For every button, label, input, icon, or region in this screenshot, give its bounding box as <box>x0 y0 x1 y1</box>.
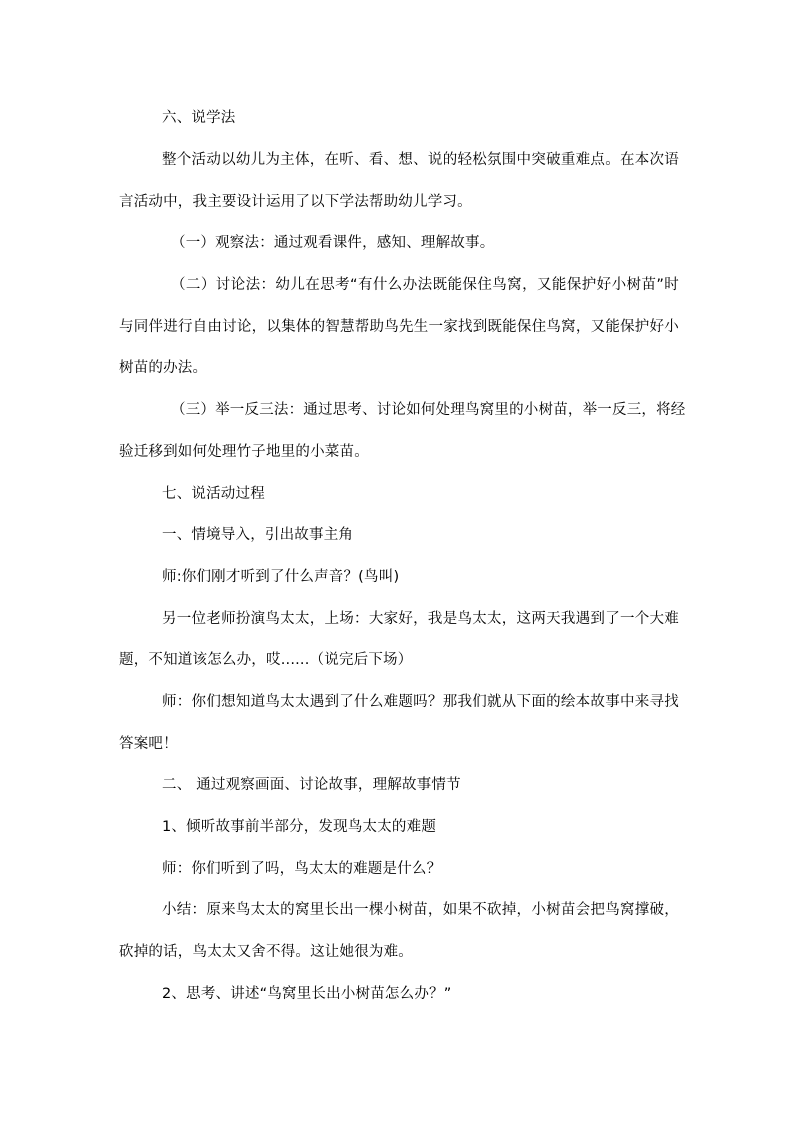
paragraph-line: 砍掉的话，鸟太太又舍不得。这让她很为难。 <box>119 944 413 960</box>
subheading: 一、情境导入，引出故事主角 <box>162 527 354 543</box>
paragraph-line: （一）观察法：通过观看课件，感知、理解故事。 <box>171 235 495 251</box>
paragraph-line: 师：你们想知道鸟太太遇到了什么难题吗？那我们就从下面的绘本故事中来寻找 <box>162 694 679 710</box>
paragraph-line: 师:你们刚才听到了什么声音？(鸟叫) <box>162 569 400 585</box>
paragraph-line: 树苗的办法。 <box>119 360 208 376</box>
paragraph-line: 师：你们听到了吗，鸟太太的难题是什么？ <box>162 861 442 877</box>
paragraph-line: 答案吧！ <box>119 736 178 752</box>
section-heading-learning-methods: 六、说学法 <box>162 110 236 126</box>
subheading: 1、倾听故事前半部分，发现鸟太太的难题 <box>162 819 437 835</box>
paragraph-line: （三）举一反三法：通过思考、讨论如何处理鸟窝里的小树苗，举一反三，将经 <box>171 402 686 418</box>
paragraph-line: 另一位老师扮演鸟太太，上场：大家好，我是鸟太太，这两天我遇到了一个大难 <box>162 611 679 627</box>
paragraph-line: 言活动中，我主要设计运用了以下学法帮助幼儿学习。 <box>119 194 472 210</box>
paragraph-line: 题，不知道该怎么办，哎......（说完后下场） <box>119 652 413 668</box>
subheading: 二、 通过观察画面、讨论故事，理解故事情节 <box>162 777 461 793</box>
paragraph-line: （二）讨论法：幼儿在思考“有什么办法既能保住鸟窝，又能保护好小树苗”时 <box>171 277 679 293</box>
paragraph-line: 验迁移到如何处理竹子地里的小菜苗。 <box>119 444 369 460</box>
paragraph-line: 小结：原来鸟太太的窝里长出一棵小树苗，如果不砍掉，小树苗会把鸟窝撑破， <box>162 902 679 918</box>
paragraph-line: 整个活动以幼儿为主体，在听、看、想、说的轻松氛围中突破重难点。在本次语 <box>162 152 679 168</box>
subheading: 2、思考、讲述“鸟窝里长出小树苗怎么办？” <box>162 986 452 1002</box>
paragraph-line: 与同伴进行自由讨论，以集体的智慧帮助鸟先生一家找到既能保住鸟窝，又能保护好小 <box>119 319 679 335</box>
section-heading-activity-process: 七、说活动过程 <box>162 486 265 502</box>
